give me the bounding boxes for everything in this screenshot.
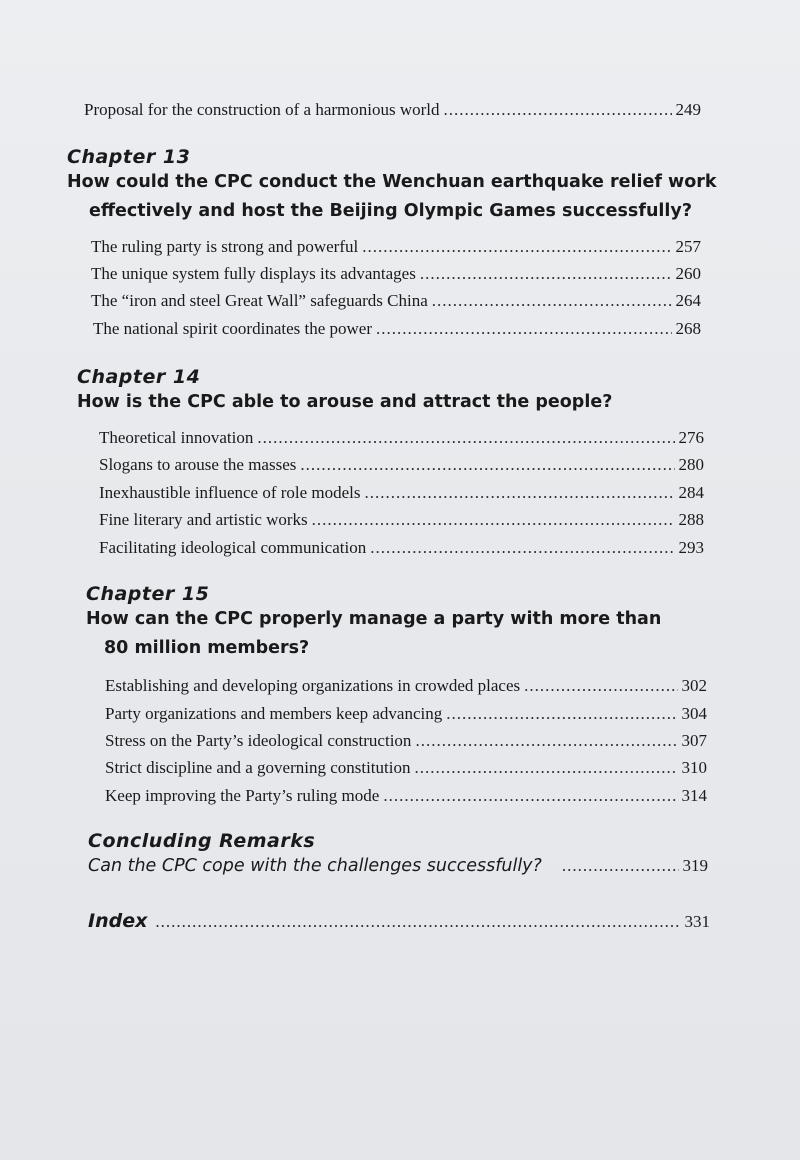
entry-page: 260 [675, 264, 701, 283]
chapter-label: Chapter 15 [86, 583, 210, 605]
entry-page: 284 [678, 483, 704, 502]
dot-leader [524, 676, 677, 696]
entry-title: The national spirit coordinates the power [93, 319, 372, 338]
index-label: Index [88, 910, 148, 932]
toc-entry[interactable] [105, 676, 707, 696]
toc-entry[interactable] [84, 100, 701, 120]
dot-leader [420, 264, 672, 284]
toc-entry[interactable] [99, 428, 704, 448]
dot-leader [370, 538, 674, 558]
entry-title: Stress on the Party’s ideological construction [105, 731, 412, 750]
entry-title: Fine literary and artistic works [99, 510, 308, 529]
entry-page: 268 [675, 319, 701, 338]
chapter-label: Chapter 14 [77, 366, 201, 388]
dot-leader [376, 319, 672, 339]
entry-page: 319 [682, 856, 708, 875]
chapter-title-line: 80 million members? [104, 638, 310, 658]
dot-leader [257, 428, 674, 448]
dot-leader [312, 510, 675, 530]
dot-leader [415, 731, 677, 751]
toc-entry[interactable] [99, 455, 704, 475]
toc-entry[interactable] [91, 291, 701, 311]
entry-title: Strict discipline and a governing constitution [105, 758, 411, 777]
toc-entry[interactable] [99, 510, 704, 530]
entry-page: 257 [675, 237, 701, 256]
entry-page: 314 [681, 786, 707, 805]
dot-leader [300, 455, 674, 475]
dot-leader [362, 237, 671, 257]
entry-page: 310 [681, 758, 707, 777]
entry-title: Proposal for the construction of a harmonious world [84, 100, 440, 119]
toc-entry[interactable] [93, 319, 701, 339]
entry-title: Inexhaustible influence of role models [99, 483, 361, 502]
entry-title: Keep improving the Party’s ruling mode [105, 786, 380, 805]
chapter-label: Chapter 13 [67, 146, 191, 168]
entry-title: The unique system fully displays its advantages [91, 264, 416, 283]
entry-page: 264 [675, 291, 701, 310]
chapter-title-line: How can the CPC properly manage a party with more than [86, 609, 662, 629]
entry-page: 276 [678, 428, 704, 447]
dot-leader [562, 856, 679, 876]
entry-title: The “iron and steel Great Wall” safeguards China [91, 291, 428, 310]
dot-leader [365, 483, 675, 503]
chapter-title-line: How could the CPC conduct the Wenchuan earthquake relief work [67, 172, 717, 192]
dot-leader [414, 758, 677, 778]
entry-page: 304 [681, 704, 707, 723]
entry-title: Theoretical innovation [99, 428, 254, 447]
entry-page: 293 [678, 538, 704, 557]
dot-leader [444, 100, 672, 120]
entry-title: Can the CPC cope with the challenges successfully? [88, 856, 542, 876]
toc-entry[interactable] [91, 264, 701, 284]
entry-title: Facilitating ideological communication [99, 538, 367, 557]
entry-page: 280 [678, 455, 704, 474]
toc-entry[interactable] [99, 538, 704, 558]
toc-entry[interactable] [105, 758, 707, 778]
concluding-label: Concluding Remarks [88, 830, 316, 852]
entry-title: The ruling party is strong and powerful [91, 237, 359, 256]
toc-entry[interactable] [99, 483, 704, 503]
dot-leader [383, 786, 677, 806]
chapter-title-line: How is the CPC able to arouse and attract the people? [77, 392, 613, 412]
chapter-title-line: effectively and host the Beijing Olympic Games successfully? [89, 201, 692, 221]
entry-title: Establishing and developing organizations in crowded places [105, 676, 521, 695]
entry-title: Party organizations and members keep advancing [105, 704, 443, 723]
entry-page: 302 [681, 676, 707, 695]
toc-entry[interactable] [88, 910, 710, 932]
toc-entry[interactable] [91, 237, 701, 257]
toc-entry[interactable] [105, 731, 707, 751]
dot-leader [155, 912, 680, 932]
entry-page: 307 [681, 731, 707, 750]
dot-leader [446, 704, 677, 724]
entry-page: 288 [678, 510, 704, 529]
entry-title: Slogans to arouse the masses [99, 455, 297, 474]
entry-page: 331 [684, 912, 710, 931]
entry-page: 249 [675, 100, 701, 119]
toc-entry[interactable] [105, 704, 707, 724]
toc-entry[interactable] [88, 856, 708, 876]
toc-entry[interactable] [105, 786, 707, 806]
dot-leader [432, 291, 672, 311]
